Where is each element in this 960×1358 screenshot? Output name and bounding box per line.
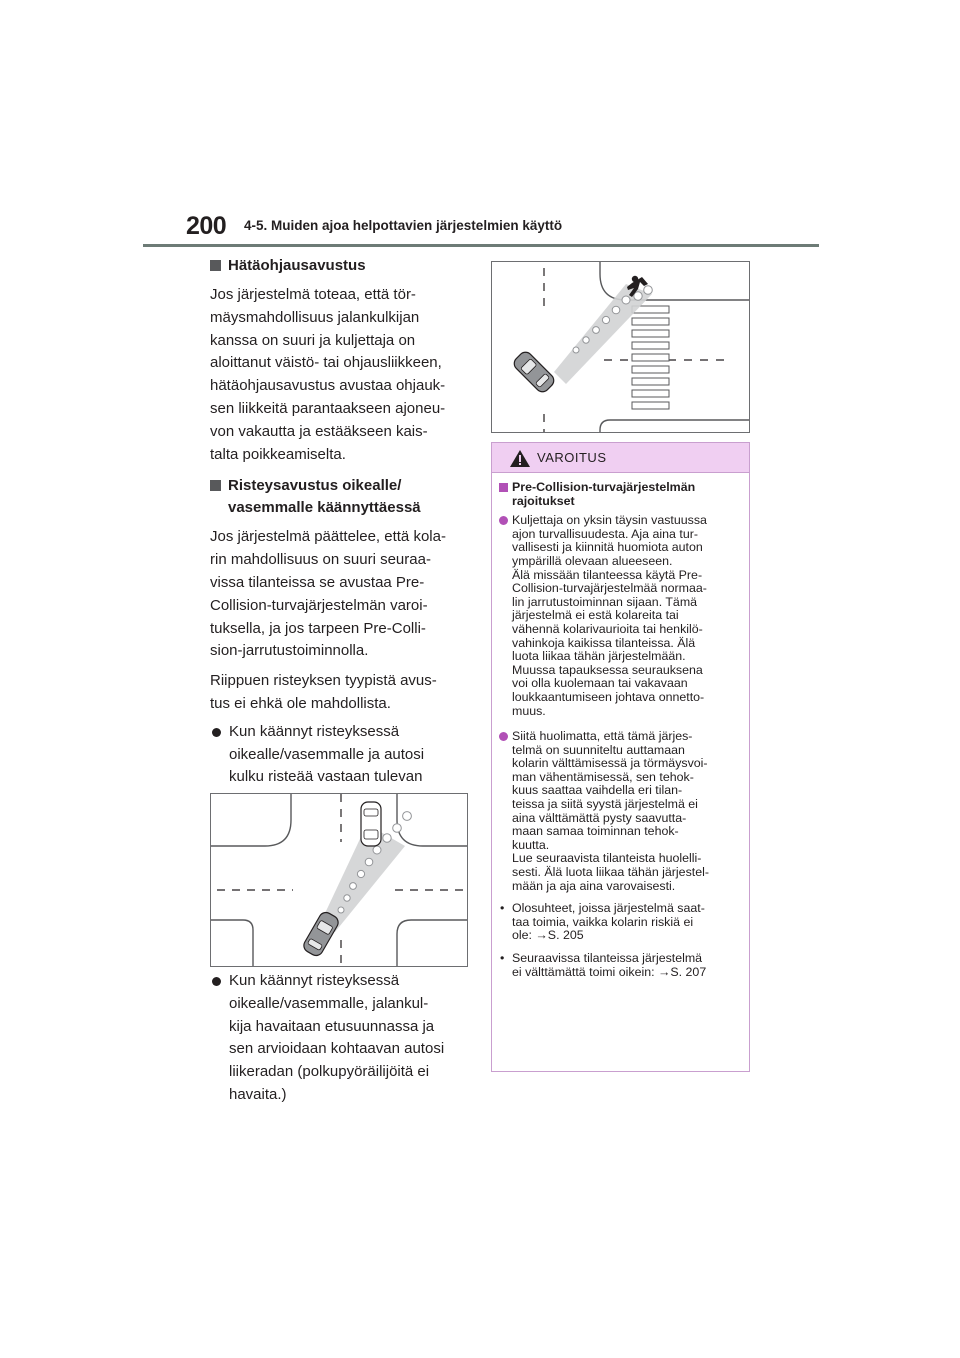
- dot-bullet-icon: •: [500, 951, 505, 965]
- square-bullet-icon: [210, 260, 221, 271]
- round-bullet-icon: [499, 732, 508, 741]
- warning-item-driver-responsibility: Kuljettaja on yksin täysin vastuussa ajon turvallisuudesta. Aja aina tur- vallisesti ja kiinnitä huomiota auton ympärillä olevaan alueeseen. Älä missään tilanteessa käytä Pre- Collision-turvajärjestelmää normaa- lin jarrutustoiminnan sijaan. Tämä järjestelmä ei estä kolareita tai vähennä kolarivaurioita tai henkilö- vahinkoja kaikissa tilanteissa. Älä luota liikaa tähän järjestelmään. Muussa tapauksessa seurauksena voi olla kuolemaan tai vakavaan loukkaantumiseen johtava onnetto- muus.: [499, 514, 739, 718]
- section-heading-intersection-assist: Risteysavustus oikealle/ vasemmalle käännyttäessä: [210, 475, 472, 519]
- left-column: [210, 255, 472, 812]
- round-bullet-icon: [499, 516, 508, 525]
- intersection-paragraph-2: Riippuen risteyksen tyypistä avus- tus ei ehkä ole mahdollista.: [210, 672, 437, 712]
- warning-title: VAROITUS: [537, 450, 607, 465]
- intersection-turn-illustration: [211, 794, 467, 966]
- warning-box: [491, 442, 750, 1072]
- page-number: 200: [186, 212, 227, 240]
- warning-body: [492, 473, 749, 979]
- section-heading-emergency-steering: Hätäohjausavustus: [210, 255, 472, 277]
- round-bullet-icon: [212, 728, 221, 737]
- dot-bullet-icon: •: [500, 901, 505, 916]
- intersection-paragraph-1: Jos järjestelmä päättelee, että kola- rin mahdollisuus on suuri seuraa- vissa tilanteissa se avustaa Pre- Collision-turvajärjestelmän varoi- tuksella, ja jos tarpeen Pre-Colli- sion-jarrutustoiminnolla.: [210, 528, 446, 660]
- bullet-pedestrian: Kun käännyt risteyksessä oikealle/vasemmalle, jalankul- kija havaitaan etusuunnassa ja sen arvioidaan kohtaavan autosi liikeradan (polkupyöräilijöitä ei havaita.): [210, 970, 472, 1107]
- chapter-title: 4-5. Muiden ajoa helpottavien järjestelmien käyttö: [244, 218, 563, 233]
- emergency-steering-paragraph: Jos järjestelmä toteaa, että tör- mäysmahdollisuus jalankulkijan kanssa on suuri ja kuljettaja on aloittanut väistö- tai ohjausliikkeen, hätäohjausavustus avustaa ohjauk- sen liikkeitä parantaakseen ajoneu- von vakautta ja estääkseen kais- talta poikkeamiselta.: [210, 286, 446, 463]
- figure-pedestrian-crossing: [491, 261, 750, 433]
- warning-item-effectiveness: Siitä huolimatta, että tämä järjes- telmä on suunniteltu auttamaan kolarin välttämisessä ja törmäysvoi- man vähentämisessä, sen tehok- kuus saattaa vaihdella eri tilan- teissa ja siitä syystä järjestelmä ei aina välttämättä pysty saavutta- maan samaa toiminnan tehok- kuutta. Lue seuraavista tilanteista huolelli- sesti. Älä luota liikaa tähän järjestel- mään ja aja aina varovaisesti.: [499, 730, 739, 893]
- round-bullet-icon: [212, 977, 221, 986]
- square-bullet-icon: [499, 483, 508, 492]
- bullet-oncoming-vehicle: Kun käännyt risteyksessä oikealle/vasemmalle ja autosi kulku risteää vastaan tulevan: [210, 721, 472, 812]
- header-rule: [143, 244, 819, 247]
- warning-subitem-malfunction: • Seuraavissa tilanteissa järjestelmä ei välttämättä toimi oikein: →S. 207: [500, 951, 707, 979]
- warning-heading: Pre-Collision-turvajärjestelmän rajoitukset: [499, 481, 739, 508]
- warning-header: [492, 443, 749, 473]
- pedestrian-crossing-illustration: [492, 262, 749, 432]
- square-bullet-icon: [210, 480, 221, 491]
- warning-subitem-false-activation: • Olosuhteet, joissa järjestelmä saat- taa toimia, vaikka kolarin riskiä ei ole: →S. 205: [500, 901, 705, 943]
- figure-intersection-turn: [210, 793, 468, 967]
- warning-triangle-icon: [510, 450, 530, 467]
